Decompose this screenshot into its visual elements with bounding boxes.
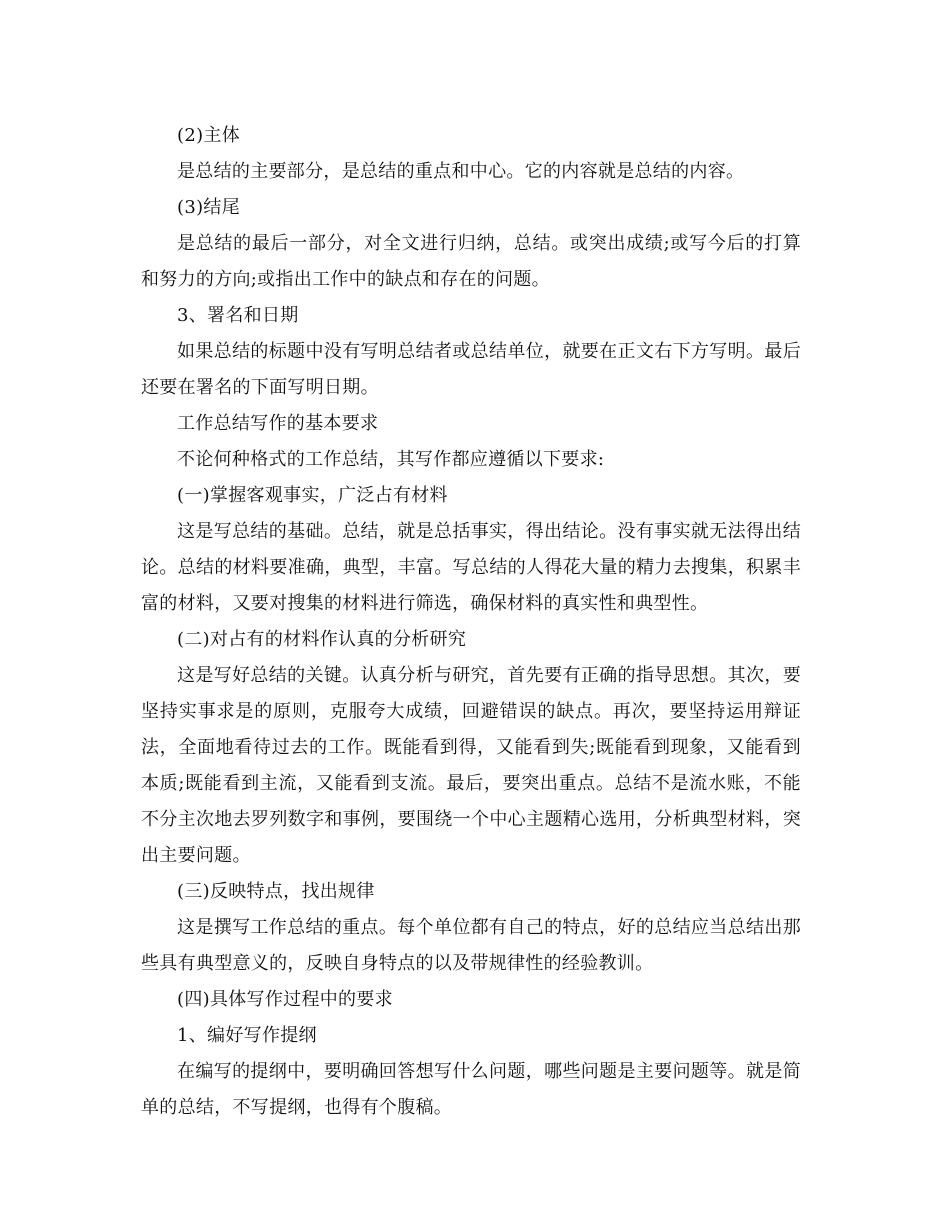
paragraph: 如果总结的标题中没有写明总结者或总结单位，就要在正文右下方写明。最后还要在署名的下面写明日期。 bbox=[141, 341, 801, 398]
paragraph: 在编写的提纲中，要明确回答想写什么问题，哪些问题是主要问题等。就是简单的总结，不写提纲，也得有个腹稿。 bbox=[141, 1061, 801, 1118]
paragraph: 不论何种格式的工作总结，其写作都应遵循以下要求: bbox=[177, 449, 605, 470]
document-body bbox=[141, 118, 801, 1126]
subheading-outline: 1、编好写作提纲 bbox=[177, 1025, 317, 1046]
paragraph: 这是写总结的基础。总结，就是总括事实，得出结论。没有事实就无法得出结论。总结的材料要准确，典型，丰富。写总结的人得花大量的精力去搜集，积累丰富的材料，又要对搜集的材料进行筛选，确保材料的真实性和典型性。 bbox=[141, 521, 801, 614]
subheading-two: (二)对占有的材料作认真的分析研究 bbox=[177, 629, 467, 650]
subheading-three: (三)反映特点，找出规律 bbox=[177, 881, 375, 902]
paragraph: 是总结的最后一部分，对全文进行归纳，总结。或突出成绩;或写今后的打算和努力的方向;或指出工作中的缺点和存在的问题。 bbox=[141, 233, 801, 290]
paragraph: 这是撰写工作总结的重点。每个单位都有自己的特点，好的总结应当总结出那些具有典型意义的，反映自身特点的以及带规律性的经验教训。 bbox=[141, 917, 801, 974]
section-heading: 工作总结写作的基本要求 bbox=[177, 413, 379, 434]
subheading-four: (四)具体写作过程中的要求 bbox=[177, 989, 393, 1010]
paragraph: 是总结的主要部分，是总结的重点和中心。它的内容就是总结的内容。 bbox=[177, 161, 745, 182]
subheading-signature-date: 3、署名和日期 bbox=[177, 305, 299, 326]
subheading-ending: (3)结尾 bbox=[177, 197, 240, 218]
subheading-main-body: (2)主体 bbox=[177, 125, 240, 146]
paragraph: 这是写好总结的关键。认真分析与研究，首先要有正确的指导思想。其次，要坚持实事求是的原则，克服夸大成绩，回避错误的缺点。再次，要坚持运用辩证法，全面地看待过去的工作。既能看到得，又能看到失;既能看到现象，又能看到本质;既能看到主流，又能看到支流。最后，要突出重点。总结不是流水账，不能不分主次地去罗列数字和事例，要围绕一个中心主题精心选用，分析典型材料，突出主要问题。 bbox=[141, 665, 801, 866]
subheading-one: (一)掌握客观事实，广泛占有材料 bbox=[177, 485, 448, 506]
